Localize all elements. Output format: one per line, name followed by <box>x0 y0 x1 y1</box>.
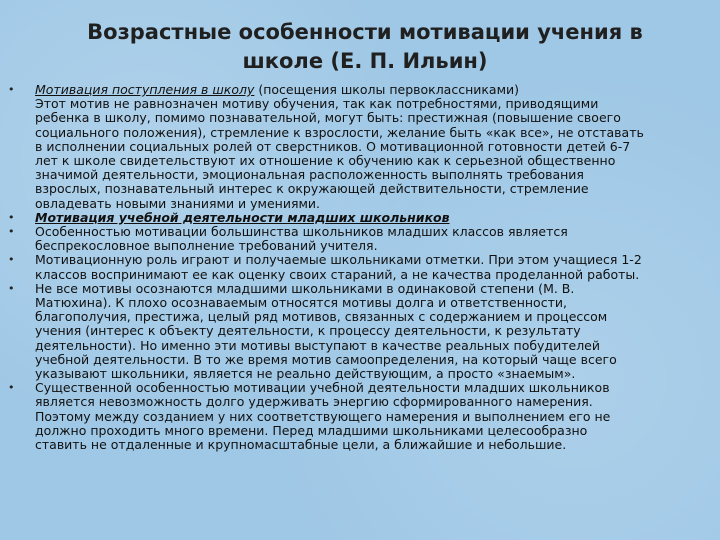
bullet-item-motive-awareness <box>8 282 716 381</box>
block5-line: Матюхина). К плохо осознаваемым относятся мотивы долга и ответственности, <box>35 295 567 311</box>
block1-line: лет к школе свидетельствуют их отношение к обучению как к серьезной общественно <box>35 153 616 169</box>
block1-first-line <box>35 83 716 97</box>
bullet-item-learning-motivation-heading <box>8 211 716 225</box>
block1-line: взрослых, познавательный интерес к окружающей действительности, стремление <box>35 181 589 197</box>
bullet-icon: • <box>8 210 15 224</box>
block6-line: ставить не отдаленные и крупномасштабные цели, а ближайшие и небольшие. <box>35 437 567 453</box>
slide-title-line-2: школе (Е. П. Ильин) <box>242 49 488 73</box>
block3-line: беспрекословное выполнение требований учителя. <box>35 238 378 254</box>
bullet-item-intention-energy <box>8 381 716 452</box>
slide-title-line-1: Возрастные особенности мотивации учения в <box>87 20 643 44</box>
bullet-item-teacher-requirements <box>8 225 716 253</box>
block4-line: Мотивационную роль играют и получаемые школьниками отметки. При этом учащиеся 1-2 <box>35 252 642 268</box>
block5-line: указывают школьники, является не реально действующим, а просто «знаемым». <box>35 366 576 382</box>
block1-heading-rest: (посещения школы первоклассниками) <box>254 82 520 97</box>
bullet-icon: • <box>8 225 15 239</box>
block4-line: классов воспринимают ее как оценку своих стараний, а не качества проделанной работы. <box>35 266 640 282</box>
block6-line: Существенной особенностью мотивации учебной деятельности младших школьников <box>35 380 610 396</box>
block2-heading: Мотивация учебной деятельности младших школьников <box>35 209 450 225</box>
block1-line: овладевать новыми знаниями и умениями. <box>35 195 321 211</box>
block6-line: должно проходить много времени. Перед младшими школьниками целесообразно <box>35 422 588 438</box>
bullet-icon: • <box>8 281 15 295</box>
block1-heading: Мотивация поступления в школу <box>35 82 255 97</box>
block1-line: в исполнении социальных ролей от сверстников. О мотивационной готовности детей 6-7 <box>35 138 631 154</box>
block5-line: Не все мотивы осознаются младшими школьниками в одинаковой степени (М. В. <box>35 280 575 296</box>
block1-line: социального положения), стремление к взрослости, желание быть «как все», не отставать <box>35 124 644 140</box>
block1-line: ребенка в школу, помимо познавательной, могут быть: престижная (повышение своего <box>35 110 621 126</box>
slide-title <box>40 18 690 76</box>
bullet-item-grades <box>8 253 716 281</box>
bullet-icon: • <box>8 83 15 96</box>
bullet-icon: • <box>8 253 15 267</box>
block6-line: является невозможность долго удерживать энергию сформированного намерения. <box>35 394 593 410</box>
block5-line: деятельности). Но именно эти мотивы выступают в качестве реальных побудителей <box>35 337 600 353</box>
bullet-item-school-entry <box>8 83 716 211</box>
block3-line: Особенностью мотивации большинства школьников младших классов является <box>35 224 568 240</box>
block5-line: учения (интерес к объекту деятельности, к процессу деятельности, к результату <box>35 323 581 339</box>
block1-line: Этот мотив не равнозначен мотиву обучения, так как потребностями, приводящими <box>35 96 599 112</box>
bullet-icon: • <box>8 381 15 395</box>
block5-line: благополучия, престижа, целый ряд мотивов, связанных с содержанием и процессом <box>35 309 608 325</box>
block6-line: Поэтому между созданием у них соответствующего намерения и выполнением его не <box>35 408 611 424</box>
slide-content <box>8 83 716 452</box>
block5-line: учебной деятельности. В то же время мотив самоопределения, на который чаще всего <box>35 351 617 367</box>
block1-line: значимой деятельности, эмоциональная расположенность выполнять требования <box>35 167 584 183</box>
